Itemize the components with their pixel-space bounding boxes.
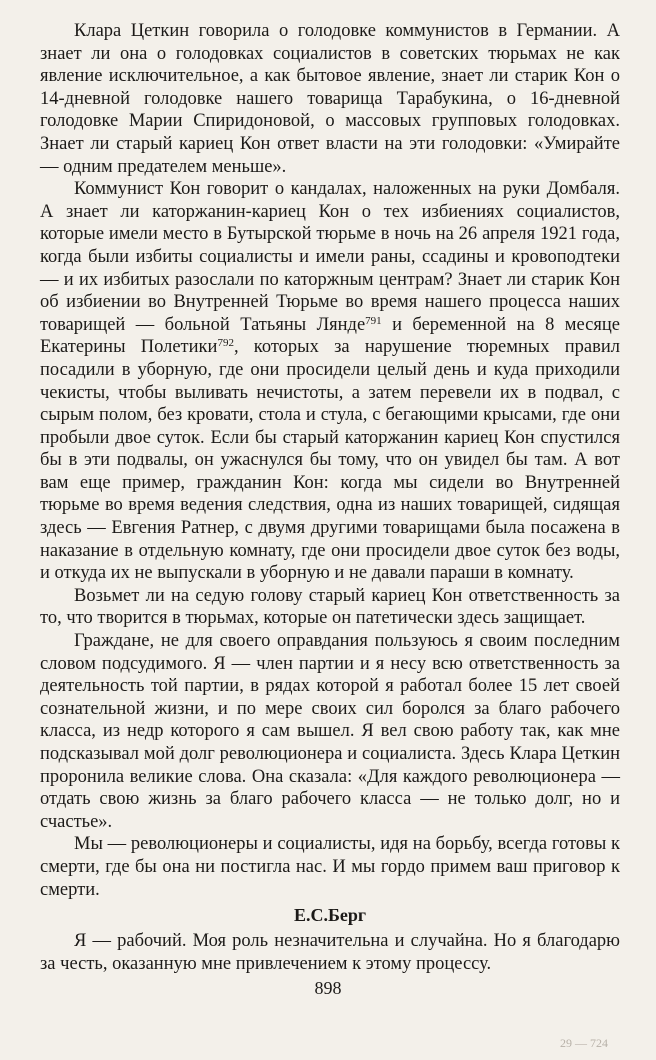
paragraph-2-part-a: Коммунист Кон говорит о кандалах, наложенных на руки Домбаля. А знает ли каторжанин-кариец Кон о тех избиениях социалистов, которые имели место в Бутырской тюрьме в ночь на 26 апреля 1921 года, когда были избиты социалисты и имели раны, ссадины и кровоподтеки — и их избитых разослали по каторжным центрам? Знает ли старик Кон об избиении во Внутренней Тюрьме во время нашего процесса наших товарищей — больной Татьяны Лянде (40, 179, 620, 335)
paragraph-final: Я — рабочий. Моя роль незначительна и случайна. Но я благодарю за честь, оказанную мне привлечением к этому процессу. (40, 931, 620, 974)
footnote-ref-791: 791 (365, 314, 382, 327)
paragraph-2-part-b: и беременной на 8 месяце Екатерины Полетики (40, 314, 620, 358)
paragraph-2 (40, 178, 620, 585)
page-number: 898 (314, 978, 342, 998)
paragraph-2-part-c: , которых за нарушение тюремных правил посадили в уборную, где они просидели целый день и куда приходили чекисты, чтобы выливать нечистоты, а затем перевели их в подвал, с сырым полом, без кровати, стола и стула, с бегающими крысами, где они пробыли двое суток. Если бы старый каторжанин кариец Кон спустился бы в эти подвалы, он ужаснулся бы тому, что он увидел бы там. А вот вам еще пример, гражданин Кон: когда мы сидели во Внутренней тюрьме во время ведения следствия, одна из наших товарищей, сидящая здесь — Евгения Ратнер, с двумя другими товарищами была посажена в наказание в отдельную комнату, где они просидели двое суток без воды, и откуда их не выпускали в уборную и не давали параши в комнату. (40, 337, 620, 584)
bleed-through-mark: 29 — 724 (560, 1036, 608, 1050)
footnote-ref-792: 792 (217, 337, 234, 350)
page-body (40, 20, 620, 975)
paragraph-4: Граждане, не для своего оправдания пользуюсь я своим последним словом подсудимого. Я — член партии и я несу всю ответственность за деятельность той партии, в рядах которой я работал более 15 лет своей сознательной жизни, и по мере своих сил боролся за благо рабочего класса, из недр которого я сам вышел. Я вел свою работу так, как мне подсказывал мой долг революционера и социалиста. Здесь Клара Цеткин проронила великие слова. Она сказала: «Для каждого революционера — отдать свою жизнь за благо рабочего класса — не только долг, но и счастье». (40, 631, 620, 832)
paragraph-5: Мы — революционеры и социалисты, идя на борьбу, всегда готовы к смерти, где бы она ни постигла нас. И мы гордо примем ваш приговор к смерти. (40, 834, 620, 900)
paragraph-3: Возьмет ли на седую голову старый кариец Кон ответственность за то, что творится в тюрьмах, которые он патетически здесь защищает. (40, 585, 620, 629)
paragraph-1: Клара Цеткин говорила о голодовке коммунистов в Германии. А знает ли она о голодовках социалистов в советских тюрьмах не как явление исключительное, а как бытовое явление, знает ли старик Кон о 14-дневной голодовке нашего товарища Тарабукина, о 16-дневной голодовке Марии Спиридоновой, о массовых групповых голодовках. Знает ли старый кариец Кон ответ власти на эти голодовки: «Умирайте — одним предателем меньше». (40, 21, 620, 177)
speaker-heading: Е.С.Берг (293, 905, 367, 926)
